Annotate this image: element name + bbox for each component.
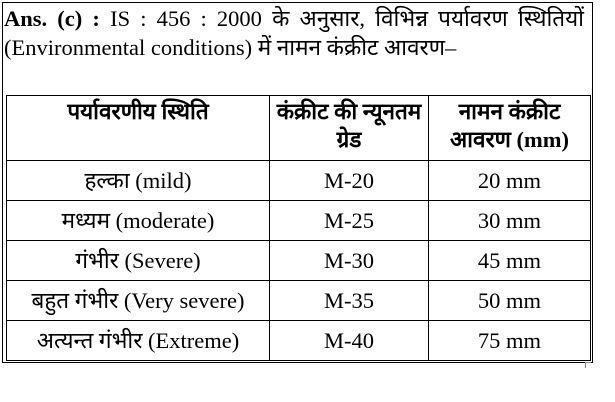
cell-cover: 75 mm [429,321,591,361]
table-row [7,241,591,281]
header-environment: पर्यावरणीय स्थिति [7,96,270,161]
header-min-grade: कंक्रीट की न्यूनतम ग्रेड [270,96,429,161]
cell-grade: M-25 [270,201,429,241]
table-row [7,161,591,201]
cell-cover: 45 mm [429,241,591,281]
cell-environment: हल्का (mild) [7,161,270,201]
cell-cover: 20 mm [429,161,591,201]
cell-environment: मध्यम (moderate) [7,201,270,241]
corner-mark [585,362,591,368]
table-row [7,321,591,361]
table-row [7,281,591,321]
cell-cover: 50 mm [429,281,591,321]
table-row [7,201,591,241]
header-nominal-cover: नामन कंक्रीट आवरण (mm) [429,96,591,161]
table-header-row [7,96,591,161]
cell-cover: 30 mm [429,201,591,241]
cell-grade: M-30 [270,241,429,281]
answer-label: Ans. (c) : [4,6,100,31]
cell-environment: अत्यन्त गंभीर (Extreme) [7,321,270,361]
answer-paragraph [4,4,584,62]
cell-grade: M-35 [270,281,429,321]
cell-environment: गंभीर (Severe) [7,241,270,281]
cell-environment: बहुत गंभीर (Very severe) [7,281,270,321]
concrete-cover-table [6,95,591,361]
answer-text: IS : 456 : 2000 के अनुसार, विभिन्न पर्यावरण स्थितियों (Environmental conditions) में नामन कंक्रीट आवरण– [4,6,584,60]
cell-grade: M-20 [270,161,429,201]
cell-grade: M-40 [270,321,429,361]
